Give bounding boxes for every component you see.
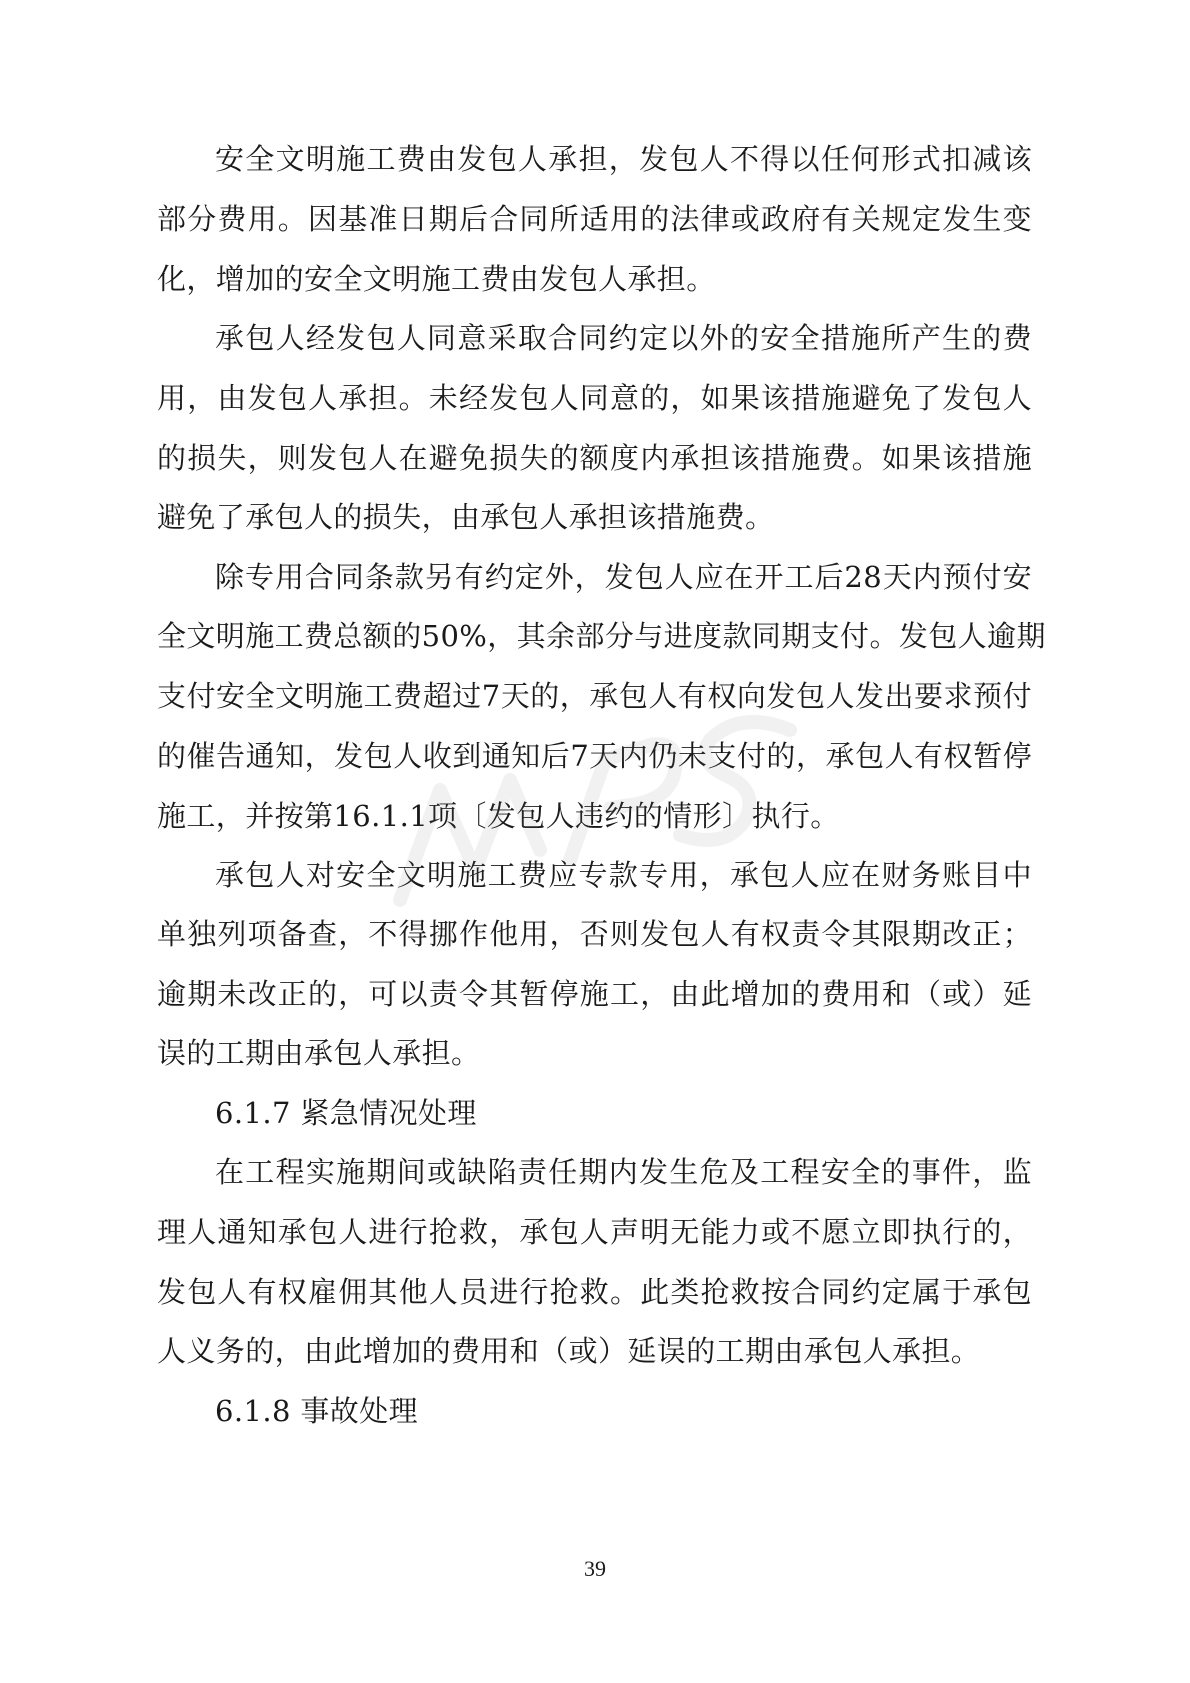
paragraph-line: 理人通知承包人进行抢救，承包人声明无能力或不愿立即执行的， — [157, 1215, 1032, 1249]
paragraph-line: 发包人有权雇佣其他人员进行抢救。此类抢救按合同约定属于承包 — [157, 1275, 1032, 1309]
paragraph-line: 全文明施工费总额的50%，其余部分与进度款同期支付。发包人逾期 — [157, 619, 1046, 653]
paragraph-line: 用，由发包人承担。未经发包人同意的，如果该措施避免了发包人 — [157, 381, 1032, 415]
paragraph-line: 在工程实施期间或缺陷责任期内发生危及工程安全的事件，监 — [215, 1155, 1032, 1189]
paragraph-line: 承包人对安全文明施工费应专款专用，承包人应在财务账目中 — [215, 858, 1032, 892]
paragraph-line: 单独列项备查，不得挪作他用，否则发包人有权责令其限期改正； — [157, 917, 1032, 951]
page-number: 39 — [584, 1556, 606, 1581]
paragraph-line: 人义务的，由此增加的费用和（或）延误的工期由承包人承担。 — [157, 1334, 981, 1368]
paragraph-line: 逾期未改正的，可以责令其暂停施工，由此增加的费用和（或）延 — [157, 977, 1032, 1011]
paragraph-line: 除专用合同条款另有约定外，发包人应在开工后28天内预付安 — [215, 560, 1032, 594]
paragraph-line: 误的工期由承包人承担。 — [157, 1036, 481, 1070]
paragraph-line: 承包人经发包人同意采取合同约定以外的安全措施所产生的费 — [215, 321, 1032, 355]
section-heading: 6.1.7 紧急情况处理 — [215, 1096, 477, 1130]
section-heading: 6.1.8 事故处理 — [215, 1394, 419, 1428]
paragraph-line: 的损失，则发包人在避免损失的额度内承担该措施费。如果该措施 — [157, 441, 1032, 475]
paragraph-line: 支付安全文明施工费超过7天的，承包人有权向发包人发出要求预付 — [157, 679, 1032, 713]
paragraph-line: 部分费用。因基准日期后合同所适用的法律或政府有关规定发生变 — [157, 202, 1032, 236]
paragraph-line: 的催告通知，发包人收到通知后7天内仍未支付的，承包人有权暂停 — [157, 739, 1032, 773]
paragraph-line: 化，增加的安全文明施工费由发包人承担。 — [157, 262, 716, 296]
paragraph-line: 施工，并按第16.1.1项〔发包人违约的情形〕执行。 — [157, 799, 840, 833]
paragraph-line: 避免了承包人的损失，由承包人承担该措施费。 — [157, 500, 775, 534]
paragraph-line: 安全文明施工费由发包人承担，发包人不得以任何形式扣减该 — [215, 142, 1032, 176]
